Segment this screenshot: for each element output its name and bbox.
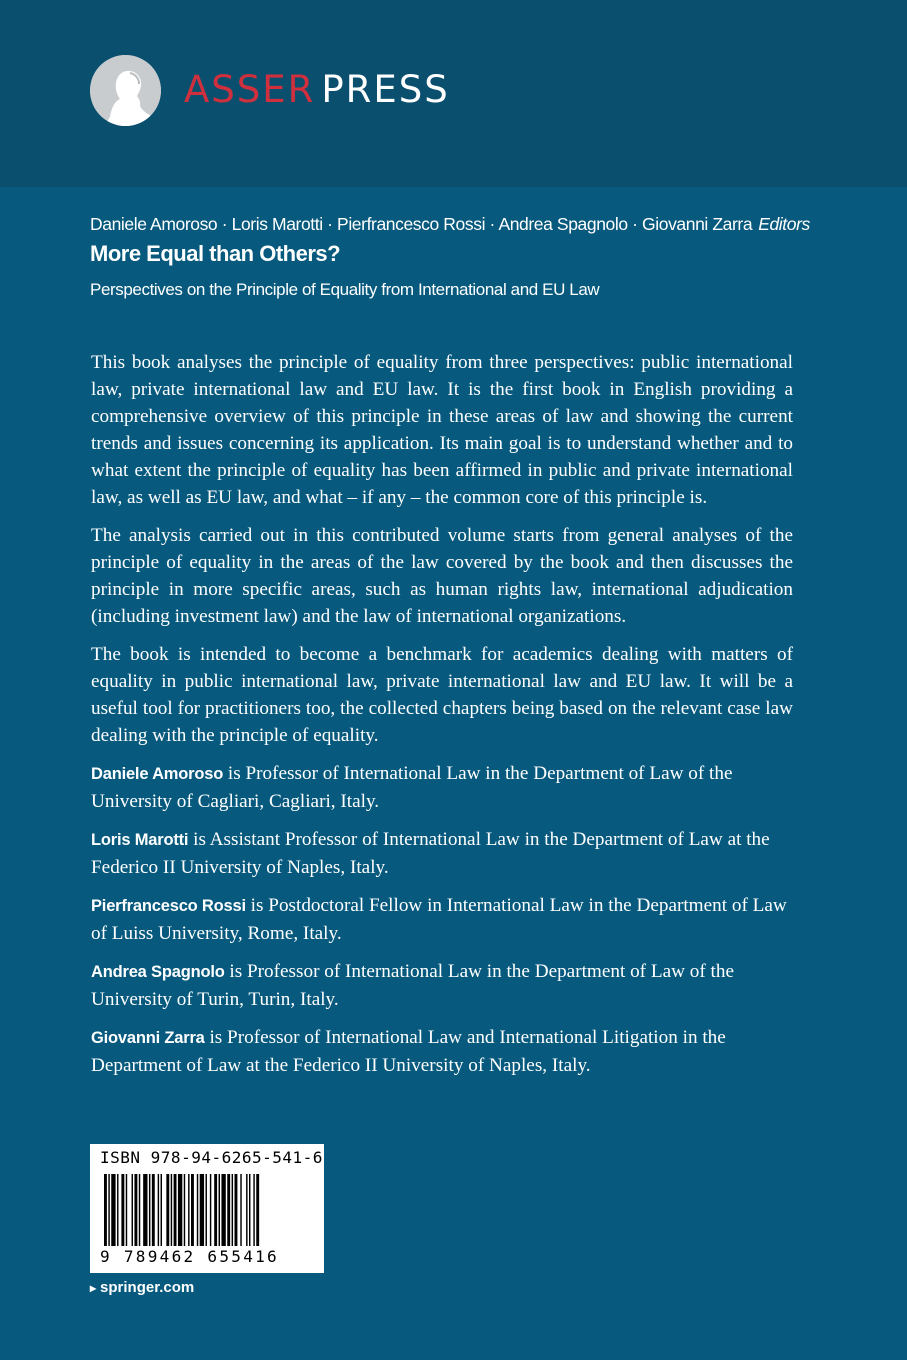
publisher-logo-text [184,68,450,112]
barcode-bar [188,1174,189,1246]
barcode-bar [117,1174,118,1246]
barcode-bar [161,1174,162,1246]
barcode-bar [219,1174,220,1246]
barcode-icon [100,1174,314,1246]
editors-line [90,211,810,237]
barcode-digits: 9 789462 655416 [100,1247,279,1266]
barcode-bar [158,1174,159,1246]
bio-text: is Professor of International Law in the Department of Law of the University of Turin, Turin, Italy. [91,961,734,1010]
barcode-bar [214,1174,217,1246]
barcode-bar [121,1174,124,1246]
book-subtitle: Perspectives on the Principle of Equality from International and EU Law [90,280,600,299]
barcode-bar [200,1174,204,1246]
barcode-bar [111,1174,115,1246]
bio-text: is Assistant Professor of International Law in the Department of Law at the Federico II University of Naples, Italy. [91,829,770,878]
barcode-bar [134,1174,137,1246]
bio-paragraph [91,892,793,947]
barcode-bar [126,1174,127,1246]
barcode-bar [227,1174,230,1246]
barcode-bar [132,1174,133,1246]
bio-name: Daniele Amoroso [91,765,224,783]
book-title: More Equal than Others? [90,241,341,266]
logo-asser-text: ASSER [184,68,316,111]
bio-paragraph [91,826,793,881]
isbn-number: ISBN 978-94-6265-541-6 [100,1148,323,1167]
description-paragraph: The analysis carried out in this contributed volume starts from general analyses of the principle of equality in the areas of the law covered by the book and then discusses the principle in more specific areas, such as human rights law, international adjudication (including investment law) and the law of international organizations. [91,525,793,627]
bio-name: Andrea Spagnolo [91,963,225,981]
barcode-bar [246,1174,247,1246]
barcode-bar [139,1174,140,1246]
barcode-bar [191,1174,194,1246]
editor-bios [91,760,793,1090]
barcode-bar [235,1174,238,1246]
barcode-bar [249,1174,250,1246]
barcode-bar [221,1174,225,1246]
barcode-bar [240,1174,241,1246]
isbn-barcode [90,1144,324,1273]
barcode-bar [143,1174,147,1246]
barcode-bar [197,1174,198,1246]
bio-name: Giovanni Zarra [91,1029,205,1047]
barcode-bar [232,1174,233,1246]
barcode-bar [108,1174,109,1246]
barcode-bar [152,1174,155,1246]
barcode-bar [184,1174,185,1246]
bio-paragraph [91,958,793,1013]
book-description [91,349,793,760]
editors-role: Editors [758,214,810,234]
springer-url: springer.com [100,1279,195,1296]
bio-text: is Professor of International Law and International Litigation in the Department of Law at the Federico II University of Naples, Italy. [91,1027,726,1076]
logo-press-text: PRESS [321,68,450,111]
barcode-bar [166,1174,169,1246]
description-paragraph: The book is intended to become a benchmark for academics dealing with matters of equality in public international law, private international law and EU law. It will be a useful tool for practitioners too, the collected chapters being based on the relevant case law dealing with the principle of equality. [91,644,793,746]
barcode-bar [206,1174,207,1246]
barcode-bar [149,1174,150,1246]
bio-paragraph [91,760,793,815]
barcode-bar [178,1174,182,1246]
bio-text: is Professor of International Law in the Department of Law of the University of Cagliari, Cagliari, Italy. [91,763,733,812]
barcode-bar [256,1174,259,1246]
editor-names: Daniele Amoroso · Loris Marotti · Pierfrancesco Rossi · Andrea Spagnolo · Giovanni Zarra [90,214,753,234]
barcode-bar [171,1174,172,1246]
triangle-right-icon: ▸ [90,1281,97,1295]
barcode-bar [174,1174,177,1246]
barcode-bar [104,1174,107,1246]
springer-link[interactable] [90,1278,194,1298]
barcode-bar [253,1174,254,1246]
bio-name: Pierfrancesco Rossi [91,897,246,915]
bio-text: is Postdoctoral Fellow in International Law in the Department of Law of Luiss University, Rome, Italy. [91,895,787,944]
bio-name: Loris Marotti [91,831,189,849]
barcode-bar [210,1174,211,1246]
description-paragraph: This book analyses the principle of equality from three perspectives: public international law, private international law and EU law. It is the first book in English providing a comprehensive overview of this principle in these areas of law and showing the current trends and issues concerning its application. Its main goal is to understand whether and to what extent the principle of equality has been affirmed in public and private international law, as well as EU law, and what – if any – the common core of this principle is. [91,352,793,508]
publisher-logo-icon [90,55,161,126]
bio-paragraph [91,1024,793,1079]
